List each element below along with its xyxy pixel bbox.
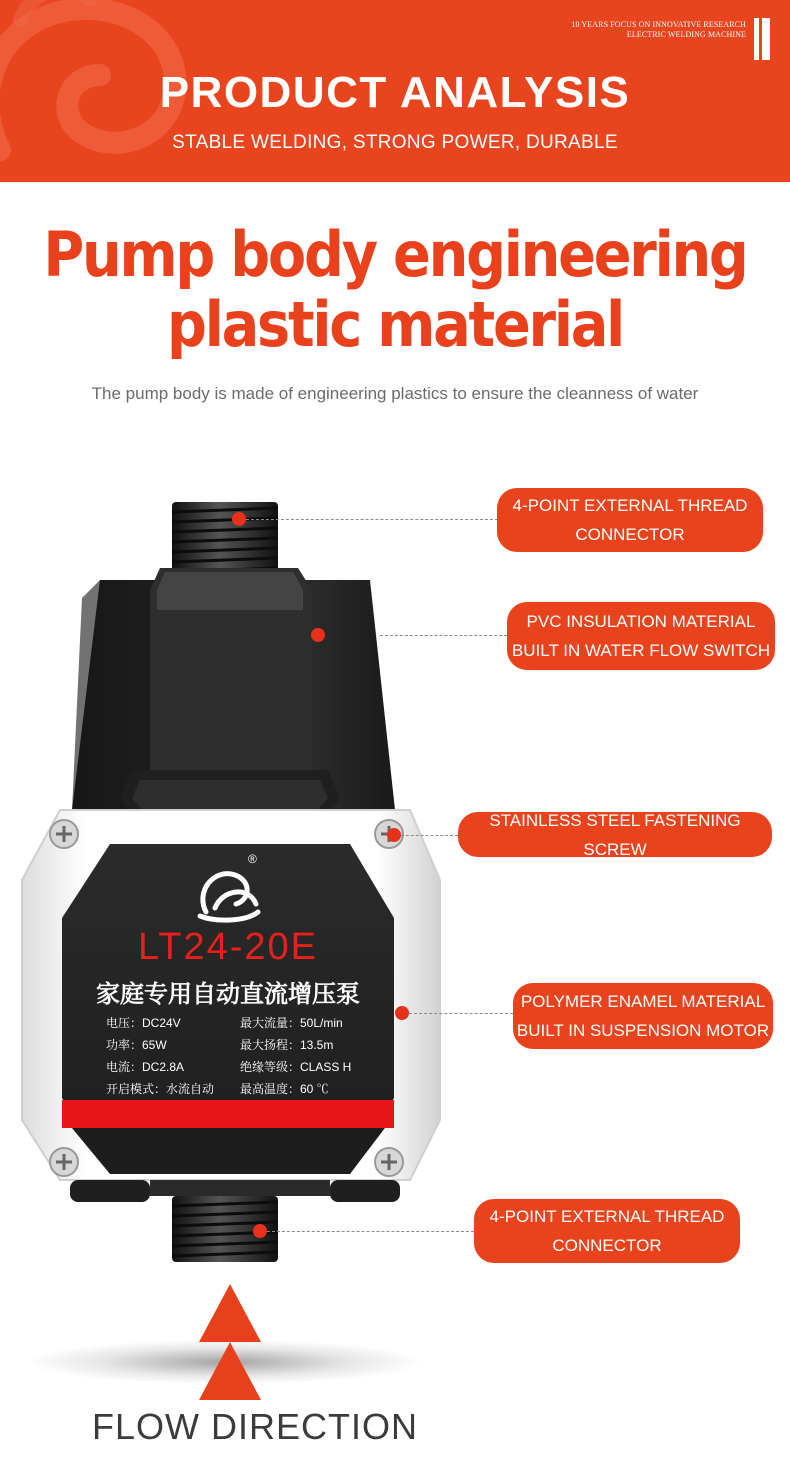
callout-leader-1 <box>246 519 498 520</box>
callout-leader-4 <box>409 1013 513 1014</box>
callout-dot-1 <box>232 512 246 526</box>
spec-table <box>106 1012 396 1100</box>
headline-line-2: plastic material <box>167 288 623 361</box>
banner-title: PRODUCT ANALYSIS <box>159 68 631 117</box>
description: The pump body is made of engineering plastics to ensure the cleanness of water <box>91 384 699 403</box>
model-number: LT24-20E <box>137 926 319 968</box>
callout-dot-5 <box>253 1224 267 1238</box>
brand-line-1: 10 YEARS FOCUS ON INNOVATIVE RESEARCH <box>571 20 746 29</box>
registered-mark: ® <box>248 852 257 866</box>
callout-top-connector: 4-POINT EXTERNAL THREAD CONNECTOR <box>497 488 763 552</box>
callout-enamel-motor: POLYMER ENAMEL MATERIAL BUILT IN SUSPENSION MOTOR <box>513 983 773 1049</box>
spec-row: 电流：DC2.8A 绝缘等级：CLASS H <box>106 1060 352 1074</box>
callout-leader-3 <box>401 835 458 836</box>
headline-line-1: Pump body engineering <box>43 218 747 291</box>
spec-row: 功率：65W 最大扬程：13.5m <box>106 1038 334 1052</box>
flow-direction-label: FLOW DIRECTION <box>92 1406 418 1447</box>
callout-bottom-connector: 4-POINT EXTERNAL THREAD CONNECTOR <box>474 1199 740 1263</box>
header-banner <box>0 0 790 182</box>
arrow-up-icon <box>199 1284 261 1342</box>
callout-leader-2 <box>380 635 507 636</box>
brand-logo-bars <box>752 18 772 60</box>
callout-dot-4 <box>395 1006 409 1020</box>
callout-leader-5 <box>267 1231 474 1232</box>
brand-tagline <box>571 20 746 40</box>
headline <box>40 220 751 360</box>
callout-pvc-insulation: PVC INSULATION MATERIAL BUILT IN WATER FLOW SWITCH <box>507 602 775 670</box>
brand-line-2: ELECTRIC WELDING MACHINE <box>626 30 746 39</box>
arrow-up-icon-2 <box>199 1342 261 1400</box>
callout-dot-2 <box>311 628 325 642</box>
banner-subtitle: STABLE WELDING, STRONG POWER, DURABLE <box>172 132 618 153</box>
product-label <box>62 844 394 1102</box>
callout-fastening-screw: STAINLESS STEEL FASTENING SCREW <box>458 812 772 857</box>
product-name-cn: 家庭专用自动直流增压泵 <box>96 981 360 1008</box>
spec-row: 开启模式：水流自动 最高温度：60 ℃ <box>106 1082 329 1096</box>
callout-dot-3 <box>387 828 401 842</box>
spec-row: 电压：DC24V 最大流量：50L/min <box>106 1016 343 1030</box>
